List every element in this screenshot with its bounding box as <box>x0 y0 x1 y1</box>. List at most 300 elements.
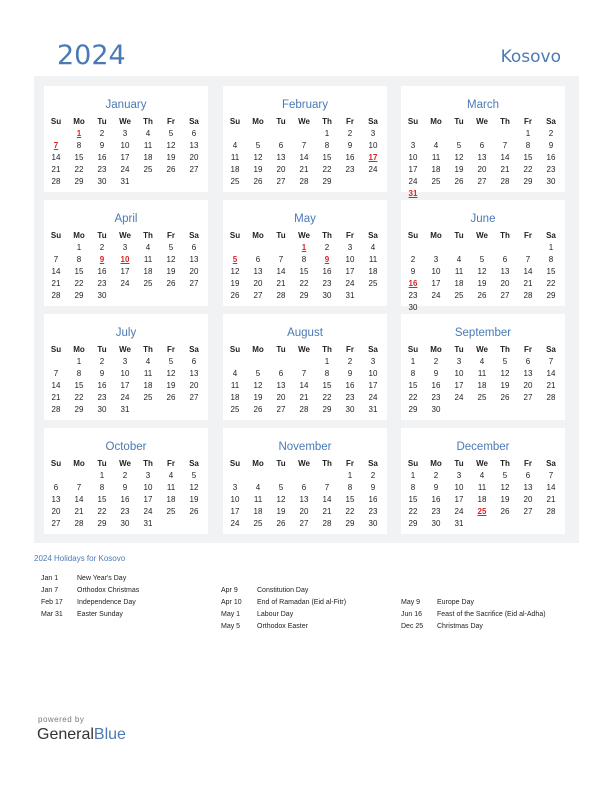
holiday-name: New Year's Day <box>77 575 127 582</box>
weekday-header: Fr <box>524 459 532 468</box>
day: 14 <box>299 381 309 390</box>
holiday-day: 5 <box>232 255 238 264</box>
day: 4 <box>255 483 261 492</box>
day: 2 <box>347 357 353 366</box>
day: 24 <box>143 507 153 516</box>
day: 22 <box>546 279 556 288</box>
day: 18 <box>477 381 487 390</box>
day: 19 <box>253 165 263 174</box>
day: 26 <box>454 177 464 186</box>
day: 30 <box>97 177 107 186</box>
day: 19 <box>500 381 510 390</box>
holiday-row <box>41 598 136 607</box>
day: 25 <box>143 165 153 174</box>
day: 29 <box>97 519 107 528</box>
holiday-name: Constitution Day <box>257 587 309 594</box>
weekday-header: Mo <box>73 345 85 354</box>
day: 13 <box>276 153 286 162</box>
day: 29 <box>322 405 332 414</box>
weekday-header: Th <box>322 345 332 354</box>
day: 7 <box>324 483 330 492</box>
day: 4 <box>370 243 376 252</box>
day: 9 <box>410 267 416 276</box>
day: 11 <box>368 255 378 264</box>
weekday-header: Su <box>50 117 62 126</box>
day: 1 <box>76 357 82 366</box>
day: 28 <box>51 177 61 186</box>
day: 7 <box>548 471 554 480</box>
day: 25 <box>143 279 153 288</box>
day: 12 <box>500 369 510 378</box>
day: 16 <box>120 495 130 504</box>
weekday-header: Mo <box>73 459 85 468</box>
day: 3 <box>347 243 353 252</box>
day: 11 <box>454 267 464 276</box>
day: 30 <box>322 291 332 300</box>
day: 12 <box>454 153 464 162</box>
holiday-date: Apr 9 <box>221 587 238 594</box>
day: 25 <box>143 393 153 402</box>
day: 3 <box>370 357 376 366</box>
day: 12 <box>189 483 199 492</box>
day: 25 <box>368 279 378 288</box>
day: 2 <box>410 255 416 264</box>
day: 2 <box>370 471 376 480</box>
weekday-header: Fr <box>346 117 354 126</box>
day: 22 <box>523 165 533 174</box>
day: 6 <box>255 255 261 264</box>
day: 14 <box>51 153 61 162</box>
day: 9 <box>99 141 105 150</box>
weekday-header: Fr <box>167 459 175 468</box>
day: 8 <box>324 141 330 150</box>
day: 18 <box>143 267 153 276</box>
day: 9 <box>122 483 128 492</box>
holiday-row <box>221 622 308 631</box>
day: 28 <box>276 291 286 300</box>
day: 28 <box>299 177 309 186</box>
weekday-header: Th <box>500 459 510 468</box>
day: 21 <box>276 279 286 288</box>
weekday-header: Th <box>143 231 153 240</box>
day: 27 <box>276 405 286 414</box>
day: 6 <box>479 141 485 150</box>
day: 9 <box>347 141 353 150</box>
day: 3 <box>410 141 416 150</box>
day: 31 <box>368 405 378 414</box>
day: 10 <box>454 369 464 378</box>
day: 26 <box>166 165 176 174</box>
day: 15 <box>322 381 332 390</box>
day: 20 <box>189 267 199 276</box>
month-august <box>223 314 387 420</box>
day: 6 <box>53 483 59 492</box>
day: 4 <box>145 129 151 138</box>
holiday-row <box>41 610 123 619</box>
weekday-header: Sa <box>546 231 556 240</box>
day: 26 <box>166 279 176 288</box>
holiday-day: 9 <box>99 255 105 264</box>
day: 19 <box>189 495 199 504</box>
weekday-header: Sa <box>189 117 199 126</box>
weekday-header: Tu <box>454 231 464 240</box>
day: 13 <box>523 369 533 378</box>
day: 12 <box>166 141 176 150</box>
day: 30 <box>345 405 355 414</box>
day: 11 <box>477 369 487 378</box>
day: 23 <box>431 393 441 402</box>
month-june <box>401 200 565 312</box>
day: 31 <box>120 405 130 414</box>
day: 28 <box>322 519 332 528</box>
day: 7 <box>525 255 531 264</box>
holiday-day: 10 <box>120 255 130 264</box>
month-november <box>223 428 387 534</box>
day: 8 <box>76 255 82 264</box>
day: 27 <box>477 177 487 186</box>
day: 1 <box>99 471 105 480</box>
day: 23 <box>97 393 107 402</box>
day: 12 <box>253 381 263 390</box>
day: 8 <box>525 141 531 150</box>
day: 4 <box>168 471 174 480</box>
day: 16 <box>97 267 107 276</box>
day: 6 <box>301 483 307 492</box>
day: 1 <box>324 357 330 366</box>
day: 22 <box>74 165 84 174</box>
holiday-date: May 9 <box>401 599 421 606</box>
day: 8 <box>347 483 353 492</box>
day: 29 <box>546 291 556 300</box>
day: 21 <box>546 381 556 390</box>
day: 16 <box>345 153 355 162</box>
day: 18 <box>253 507 263 516</box>
day: 13 <box>189 369 199 378</box>
day: 2 <box>99 243 105 252</box>
day: 21 <box>299 393 309 402</box>
day: 30 <box>368 519 378 528</box>
day: 8 <box>410 369 416 378</box>
day: 9 <box>347 369 353 378</box>
day: 15 <box>345 495 355 504</box>
day: 22 <box>345 507 355 516</box>
holiday-name: Labour Day <box>257 611 294 618</box>
day: 19 <box>230 279 240 288</box>
day: 29 <box>523 177 533 186</box>
day: 20 <box>299 507 309 516</box>
day: 17 <box>120 381 130 390</box>
day: 11 <box>477 483 487 492</box>
day: 19 <box>477 279 487 288</box>
weekday-header: Su <box>229 231 241 240</box>
day: 15 <box>523 153 533 162</box>
day: 26 <box>500 393 510 402</box>
month-name: September <box>454 327 512 339</box>
weekday-header: Tu <box>454 459 464 468</box>
day: 14 <box>299 153 309 162</box>
day: 24 <box>230 519 240 528</box>
day: 28 <box>546 507 556 516</box>
day: 29 <box>322 177 332 186</box>
day: 8 <box>548 255 554 264</box>
holiday-day: 16 <box>408 279 418 288</box>
day: 13 <box>253 267 263 276</box>
weekday-header: Sa <box>546 345 556 354</box>
day: 11 <box>230 153 240 162</box>
day: 5 <box>502 357 508 366</box>
weekday-header: We <box>476 345 488 354</box>
month-name: December <box>456 441 510 453</box>
day: 5 <box>168 357 174 366</box>
day: 10 <box>120 141 130 150</box>
day: 20 <box>500 279 510 288</box>
weekday-header: Tu <box>97 345 107 354</box>
weekday-header: Sa <box>368 231 378 240</box>
day: 17 <box>120 267 130 276</box>
day: 23 <box>408 291 418 300</box>
day: 2 <box>548 129 554 138</box>
weekday-header: Su <box>229 117 241 126</box>
day: 20 <box>276 393 286 402</box>
day: 28 <box>74 519 84 528</box>
day: 13 <box>523 483 533 492</box>
day: 15 <box>546 267 556 276</box>
day: 1 <box>410 357 416 366</box>
day: 9 <box>99 369 105 378</box>
day: 21 <box>51 393 61 402</box>
holiday-name: Orthodox Easter <box>257 623 308 630</box>
day: 3 <box>122 357 128 366</box>
day: 9 <box>370 483 376 492</box>
day: 24 <box>368 393 378 402</box>
day: 5 <box>255 141 261 150</box>
holiday-date: May 1 <box>221 611 241 618</box>
weekday-header: Tu <box>276 231 286 240</box>
weekday-header: Mo <box>252 231 264 240</box>
day: 27 <box>189 165 199 174</box>
day: 23 <box>368 507 378 516</box>
day: 2 <box>433 471 439 480</box>
weekday-header: Th <box>143 345 153 354</box>
month-name: October <box>105 441 147 453</box>
day: 28 <box>299 405 309 414</box>
day: 4 <box>456 255 462 264</box>
day: 5 <box>278 483 284 492</box>
day: 24 <box>408 177 418 186</box>
day: 18 <box>230 393 240 402</box>
day: 20 <box>276 165 286 174</box>
day: 3 <box>370 129 376 138</box>
day: 15 <box>97 495 107 504</box>
month-september <box>401 314 565 420</box>
day: 5 <box>168 129 174 138</box>
day: 31 <box>143 519 153 528</box>
day: 25 <box>431 177 441 186</box>
weekday-header: Mo <box>430 117 442 126</box>
day: 10 <box>368 141 378 150</box>
weekday-header: Tu <box>97 459 107 468</box>
month-name: March <box>467 99 499 111</box>
weekday-header: Su <box>229 345 241 354</box>
day: 9 <box>433 369 439 378</box>
holiday-date: Dec 25 <box>401 623 424 630</box>
day: 7 <box>301 369 307 378</box>
day: 18 <box>230 165 240 174</box>
day: 2 <box>99 357 105 366</box>
day: 30 <box>546 177 556 186</box>
day: 21 <box>546 495 556 504</box>
day: 9 <box>433 483 439 492</box>
country-title: Kosovo <box>500 47 561 67</box>
day: 24 <box>120 279 130 288</box>
day: 30 <box>97 405 107 414</box>
day: 25 <box>454 291 464 300</box>
holiday-name: Christmas Day <box>437 623 483 630</box>
day: 12 <box>166 369 176 378</box>
day: 27 <box>523 507 533 516</box>
day: 20 <box>189 153 199 162</box>
day: 10 <box>408 153 418 162</box>
day: 3 <box>145 471 151 480</box>
day: 29 <box>74 405 84 414</box>
day: 10 <box>454 483 464 492</box>
day: 19 <box>253 393 263 402</box>
day: 2 <box>433 357 439 366</box>
day: 15 <box>74 381 84 390</box>
day: 3 <box>456 357 462 366</box>
day: 14 <box>523 267 533 276</box>
weekday-header: Su <box>50 231 62 240</box>
day: 11 <box>143 255 153 264</box>
weekday-header: Mo <box>252 345 264 354</box>
day: 2 <box>122 471 128 480</box>
weekday-header: Su <box>50 345 62 354</box>
day: 4 <box>479 357 485 366</box>
day: 7 <box>502 141 508 150</box>
weekday-header: We <box>119 345 131 354</box>
day: 17 <box>408 165 418 174</box>
day: 16 <box>368 495 378 504</box>
day: 18 <box>431 165 441 174</box>
day: 6 <box>278 141 284 150</box>
day: 3 <box>232 483 238 492</box>
day: 16 <box>97 381 107 390</box>
day: 21 <box>500 165 510 174</box>
day: 17 <box>454 495 464 504</box>
weekday-header: Sa <box>189 231 199 240</box>
day: 19 <box>454 165 464 174</box>
day: 13 <box>299 495 309 504</box>
day: 6 <box>191 129 197 138</box>
day: 30 <box>431 519 441 528</box>
day: 3 <box>456 471 462 480</box>
day: 24 <box>454 507 464 516</box>
day: 12 <box>166 255 176 264</box>
day: 11 <box>166 483 176 492</box>
weekday-header: Sa <box>189 459 199 468</box>
day: 21 <box>322 507 332 516</box>
day: 7 <box>53 255 59 264</box>
day: 24 <box>368 165 378 174</box>
weekday-header: We <box>119 459 131 468</box>
day: 4 <box>145 243 151 252</box>
month-december <box>401 428 565 534</box>
day: 13 <box>189 255 199 264</box>
weekday-header: We <box>119 231 131 240</box>
day: 17 <box>431 279 441 288</box>
day: 24 <box>454 393 464 402</box>
day: 25 <box>230 405 240 414</box>
day: 21 <box>51 279 61 288</box>
day: 23 <box>431 507 441 516</box>
day: 16 <box>97 153 107 162</box>
holiday-name: Orthodox Christmas <box>77 587 140 594</box>
holiday-day: 1 <box>76 129 82 138</box>
day: 28 <box>546 393 556 402</box>
brand-blue: Blue <box>93 726 126 743</box>
weekday-header: Tu <box>97 117 107 126</box>
weekday-header: Fr <box>346 231 354 240</box>
year-title: 2024 <box>57 40 126 71</box>
weekday-header: Fr <box>167 231 175 240</box>
day: 14 <box>276 267 286 276</box>
day: 20 <box>477 165 487 174</box>
weekday-header: Fr <box>524 231 532 240</box>
weekday-header: Su <box>407 459 419 468</box>
day: 24 <box>345 279 355 288</box>
day: 22 <box>408 507 418 516</box>
day: 11 <box>431 153 441 162</box>
weekday-header: Fr <box>346 345 354 354</box>
month-name: May <box>294 213 316 225</box>
holiday-row <box>401 598 474 607</box>
day: 11 <box>143 369 153 378</box>
calendar-grid <box>34 76 579 543</box>
day: 7 <box>301 141 307 150</box>
weekday-header: Th <box>322 459 332 468</box>
day: 21 <box>523 279 533 288</box>
weekday-header: Th <box>322 231 332 240</box>
day: 10 <box>431 267 441 276</box>
month-march <box>401 86 565 198</box>
day: 17 <box>454 381 464 390</box>
day: 28 <box>523 291 533 300</box>
day: 29 <box>74 291 84 300</box>
day: 14 <box>74 495 84 504</box>
holiday-row <box>221 598 346 607</box>
day: 2 <box>99 129 105 138</box>
day: 6 <box>278 369 284 378</box>
weekday-header: Mo <box>252 459 264 468</box>
day: 15 <box>74 267 84 276</box>
day: 12 <box>477 267 487 276</box>
day: 19 <box>276 507 286 516</box>
weekday-header: We <box>298 117 310 126</box>
day: 28 <box>51 291 61 300</box>
day: 5 <box>479 255 485 264</box>
holiday-date: Apr 10 <box>221 599 242 606</box>
weekday-header: Su <box>407 345 419 354</box>
day: 22 <box>74 279 84 288</box>
day: 29 <box>345 519 355 528</box>
day: 11 <box>230 381 240 390</box>
holiday-day: 7 <box>53 141 59 150</box>
day: 8 <box>99 483 105 492</box>
weekday-header: Mo <box>252 117 264 126</box>
day: 29 <box>299 291 309 300</box>
day: 16 <box>431 381 441 390</box>
holiday-name: End of Ramadan (Eid al-Fitr) <box>257 599 347 606</box>
